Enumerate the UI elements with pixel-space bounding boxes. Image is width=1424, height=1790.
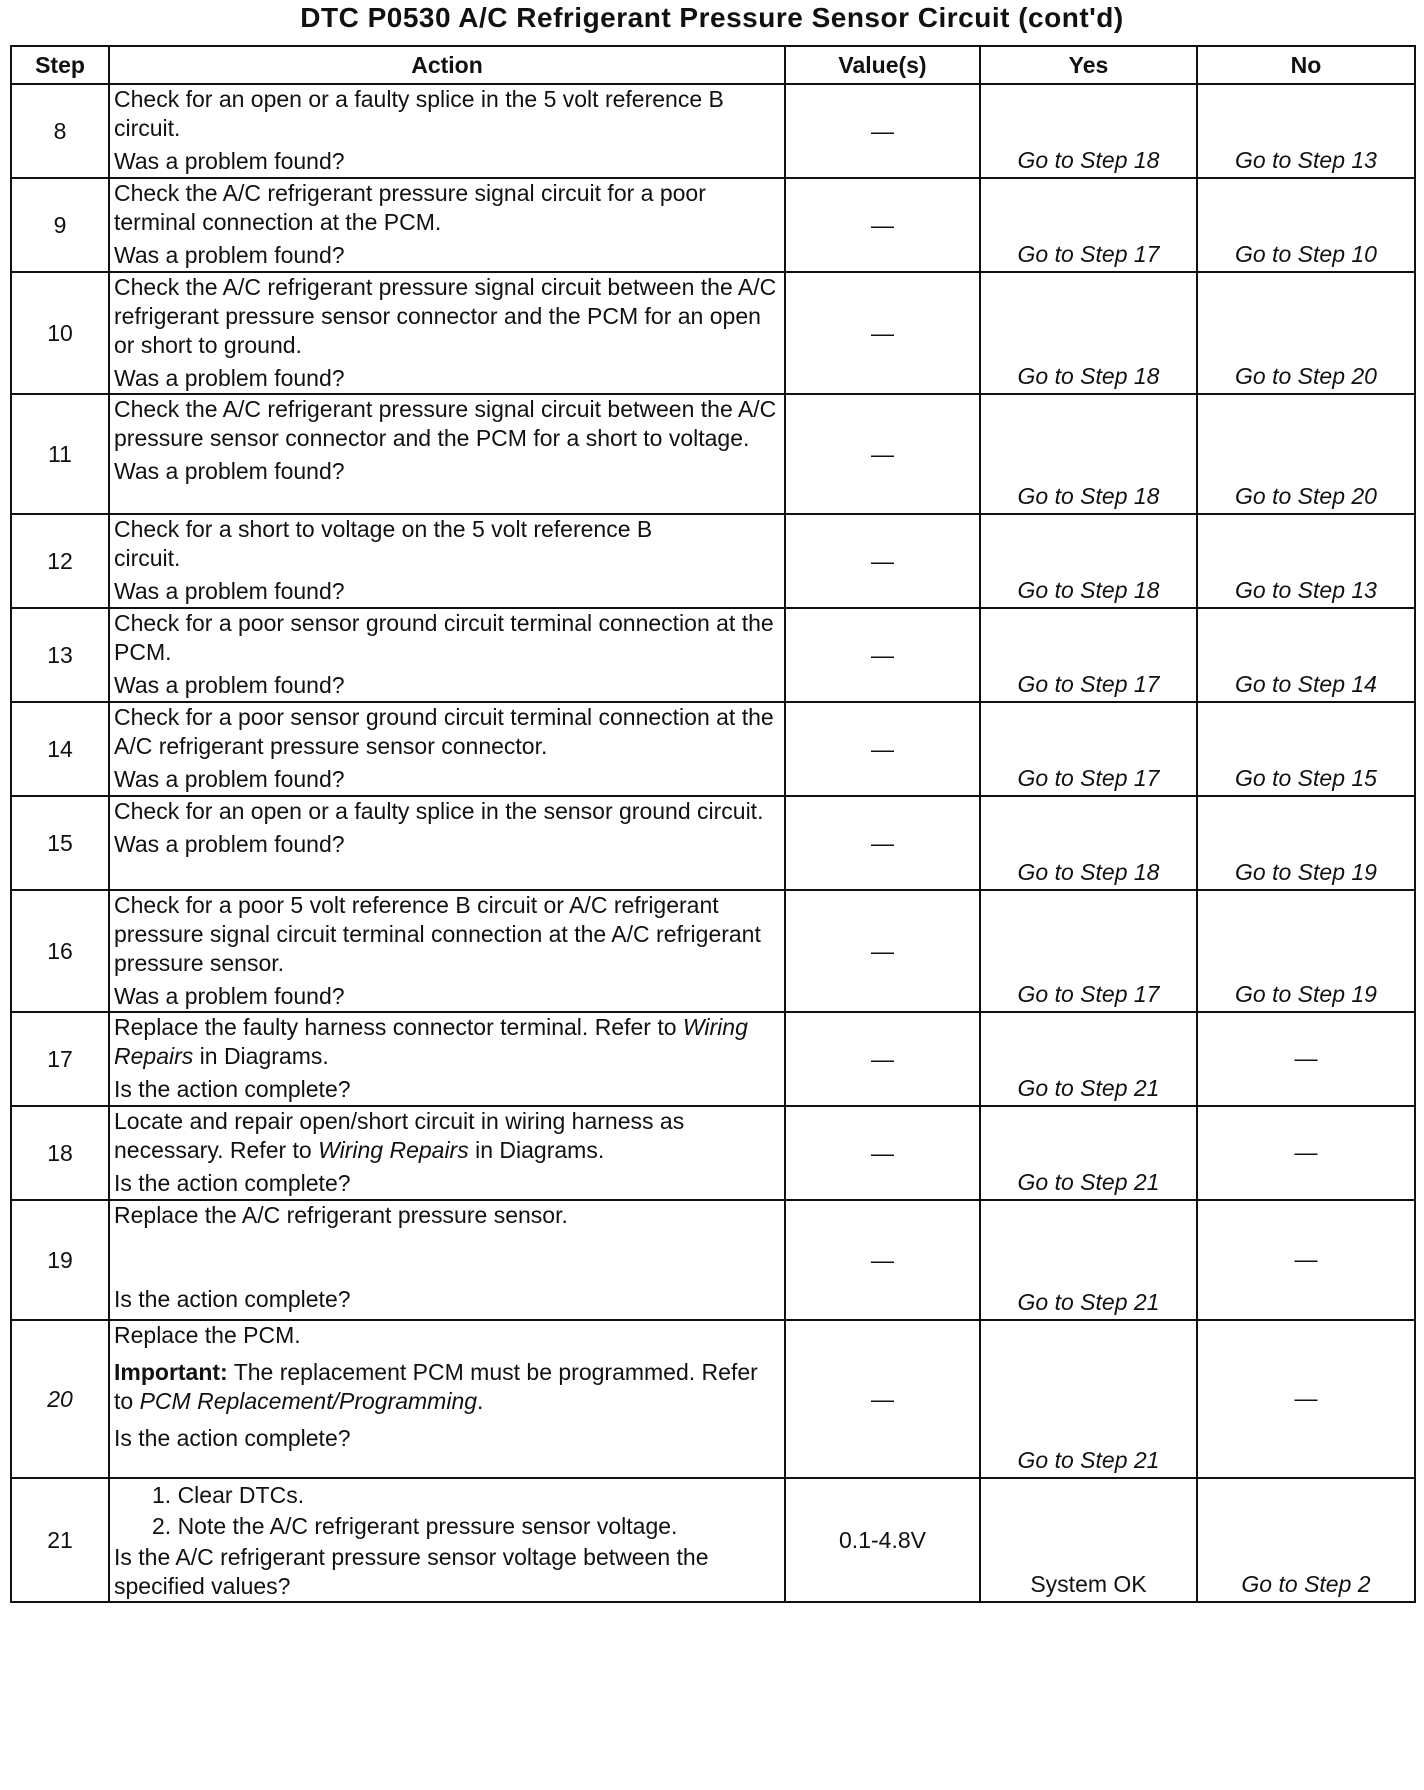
- important-note: [114, 1358, 780, 1416]
- no-cell: Go to Step 20: [1197, 272, 1415, 394]
- action-cell: [109, 84, 785, 178]
- no-cell: Go to Step 13: [1197, 514, 1415, 608]
- action-cell: [109, 1320, 785, 1478]
- value-cell: —: [785, 702, 980, 796]
- list-item: 1. Clear DTCs.: [152, 1482, 305, 1508]
- action-cell: [109, 890, 785, 1012]
- action-text: Check for an open or a faulty splice in the 5 volt reference B circuit.: [114, 86, 724, 141]
- reference-wiring-repairs: Wiring Repairs: [318, 1137, 469, 1163]
- important-label: Important:: [114, 1359, 228, 1385]
- action-cell: [109, 1200, 785, 1320]
- action-question: Is the action complete?: [114, 1286, 351, 1312]
- action-text: Replace the A/C refrigerant pressure sensor.: [114, 1202, 568, 1228]
- action-question: Is the action complete?: [114, 1170, 351, 1196]
- action-cell: [109, 608, 785, 702]
- yes-cell: Go to Step 17: [980, 702, 1197, 796]
- action-question: Was a problem found?: [114, 242, 345, 268]
- no-cell: —: [1197, 1320, 1415, 1478]
- value-cell: —: [785, 890, 980, 1012]
- no-cell: Go to Step 2: [1197, 1478, 1415, 1602]
- step-number: 9: [11, 178, 109, 272]
- value-cell: —: [785, 272, 980, 394]
- step-number: 15: [11, 796, 109, 890]
- table-row: [11, 394, 1415, 514]
- yes-cell: Go to Step 21: [980, 1200, 1197, 1320]
- action-text-part: in Diagrams.: [193, 1043, 329, 1069]
- table-row: [11, 178, 1415, 272]
- action-question: Is the action complete?: [114, 1076, 351, 1102]
- no-cell: —: [1197, 1106, 1415, 1200]
- action-question: Is the A/C refrigerant pressure sensor voltage between the specified values?: [114, 1544, 709, 1599]
- action-question: Is the action complete?: [114, 1425, 351, 1451]
- action-question: Was a problem found?: [114, 672, 345, 698]
- action-cell: [109, 1106, 785, 1200]
- no-cell: Go to Step 15: [1197, 702, 1415, 796]
- step-number: 20: [11, 1320, 109, 1478]
- action-cell: [109, 1012, 785, 1106]
- action-text: [114, 1107, 780, 1165]
- action-cell: [109, 1478, 785, 1602]
- yes-cell: Go to Step 18: [980, 272, 1197, 394]
- no-cell: —: [1197, 1200, 1415, 1320]
- yes-cell: Go to Step 21: [980, 1106, 1197, 1200]
- action-text-part: in Diagrams.: [468, 1137, 605, 1163]
- action-text-part: Replace the faulty harness connector terminal. Refer to: [114, 1014, 683, 1040]
- table-row: [11, 702, 1415, 796]
- value-cell: —: [785, 796, 980, 890]
- important-text: The replacement PCM must be programmed. Refer to: [114, 1359, 758, 1414]
- action-cell: [109, 796, 785, 890]
- table-row: [11, 1320, 1415, 1478]
- table-row: [11, 84, 1415, 178]
- table-row: [11, 1012, 1415, 1106]
- step-number: 10: [11, 272, 109, 394]
- header-yes: Yes: [980, 46, 1197, 84]
- action-question: Was a problem found?: [114, 365, 345, 391]
- yes-cell: System OK: [980, 1478, 1197, 1602]
- action-text: Check for a poor sensor ground circuit terminal connection at the PCM.: [114, 610, 774, 665]
- no-cell: Go to Step 10: [1197, 178, 1415, 272]
- step-number: 18: [11, 1106, 109, 1200]
- value-cell: —: [785, 1320, 980, 1478]
- step-number: 8: [11, 84, 109, 178]
- step-number: 13: [11, 608, 109, 702]
- header-no: No: [1197, 46, 1415, 84]
- table-row: [11, 1478, 1415, 1602]
- yes-cell: Go to Step 17: [980, 178, 1197, 272]
- table-row: [11, 1200, 1415, 1320]
- action-cell: [109, 178, 785, 272]
- yes-cell: Go to Step 18: [980, 514, 1197, 608]
- value-cell: —: [785, 514, 980, 608]
- value-cell: 0.1-4.8V: [785, 1478, 980, 1602]
- no-cell: Go to Step 14: [1197, 608, 1415, 702]
- numbered-list: [114, 1481, 780, 1541]
- value-cell: —: [785, 608, 980, 702]
- step-number: 12: [11, 514, 109, 608]
- action-text: Check for a poor sensor ground circuit terminal connection at the A/C refrigerant pressure sensor connector.: [114, 704, 774, 759]
- yes-cell: Go to Step 17: [980, 608, 1197, 702]
- page-title: DTC P0530 A/C Refrigerant Pressure Sensor Circuit (cont'd): [300, 2, 1124, 33]
- no-cell: Go to Step 19: [1197, 890, 1415, 1012]
- action-question: Was a problem found?: [114, 148, 345, 174]
- step-number: 16: [11, 890, 109, 1012]
- action-cell: [109, 514, 785, 608]
- value-cell: —: [785, 1012, 980, 1106]
- header-values: Value(s): [785, 46, 980, 84]
- action-text: Check for an open or a faulty splice in the sensor ground circuit.: [114, 798, 764, 824]
- action-text: Check for a poor 5 volt reference B circuit or A/C refrigerant pressure signal circuit terminal connection at the A/C refrigerant pressure sensor.: [114, 892, 761, 976]
- table-row: [11, 514, 1415, 608]
- action-text: [114, 1013, 780, 1071]
- step-number: 17: [11, 1012, 109, 1106]
- no-cell: —: [1197, 1012, 1415, 1106]
- action-question: Was a problem found?: [114, 831, 345, 857]
- table-row: [11, 608, 1415, 702]
- action-text: Check the A/C refrigerant pressure signal circuit for a poor terminal connection at the PCM.: [114, 180, 706, 235]
- table-row: [11, 890, 1415, 1012]
- yes-cell: Go to Step 17: [980, 890, 1197, 1012]
- table-header-row: [11, 46, 1415, 84]
- step-number: 21: [11, 1478, 109, 1602]
- yes-cell: Go to Step 21: [980, 1320, 1197, 1478]
- action-text: Check the A/C refrigerant pressure signal circuit between the A/C refrigerant pressure sensor connector and the PCM for an open or short to ground.: [114, 274, 777, 358]
- reference-pcm-replacement: PCM Replacement/Programming: [139, 1388, 478, 1414]
- no-cell: Go to Step 13: [1197, 84, 1415, 178]
- value-cell: —: [785, 178, 980, 272]
- action-cell: [109, 702, 785, 796]
- yes-cell: Go to Step 18: [980, 394, 1197, 514]
- table-row: [11, 1106, 1415, 1200]
- yes-cell: Go to Step 18: [980, 84, 1197, 178]
- step-number: 11: [11, 394, 109, 514]
- action-text: Replace the PCM.: [114, 1322, 301, 1348]
- action-question: Was a problem found?: [114, 578, 345, 604]
- value-cell: —: [785, 84, 980, 178]
- value-cell: —: [785, 1106, 980, 1200]
- value-cell: —: [785, 1200, 980, 1320]
- value-cell: —: [785, 394, 980, 514]
- action-question: Was a problem found?: [114, 983, 345, 1009]
- table-row: [11, 796, 1415, 890]
- yes-cell: Go to Step 18: [980, 796, 1197, 890]
- step-number: 19: [11, 1200, 109, 1320]
- action-text-part: Locate and repair open/short circuit in wiring harness as necessary. Refer to: [114, 1108, 685, 1163]
- header-step: Step: [11, 46, 109, 84]
- table-row: [11, 272, 1415, 394]
- header-action: Action: [109, 46, 785, 84]
- important-text-end: .: [477, 1388, 484, 1414]
- diagnostic-table: [10, 45, 1416, 1603]
- action-question: Was a problem found?: [114, 766, 345, 792]
- reference-wiring-repairs: Wiring Repairs: [114, 1014, 748, 1069]
- no-cell: Go to Step 20: [1197, 394, 1415, 514]
- no-cell: Go to Step 19: [1197, 796, 1415, 890]
- yes-cell: Go to Step 21: [980, 1012, 1197, 1106]
- action-question: Was a problem found?: [114, 458, 345, 484]
- action-text: Check for a short to voltage on the 5 volt reference B circuit.: [114, 516, 653, 571]
- step-number: 14: [11, 702, 109, 796]
- action-text: Check the A/C refrigerant pressure signal circuit between the A/C pressure sensor connector and the PCM for a short to voltage.: [114, 396, 777, 451]
- list-item: 2. Note the A/C refrigerant pressure sensor voltage.: [152, 1513, 678, 1539]
- action-cell: [109, 394, 785, 514]
- action-cell: [109, 272, 785, 394]
